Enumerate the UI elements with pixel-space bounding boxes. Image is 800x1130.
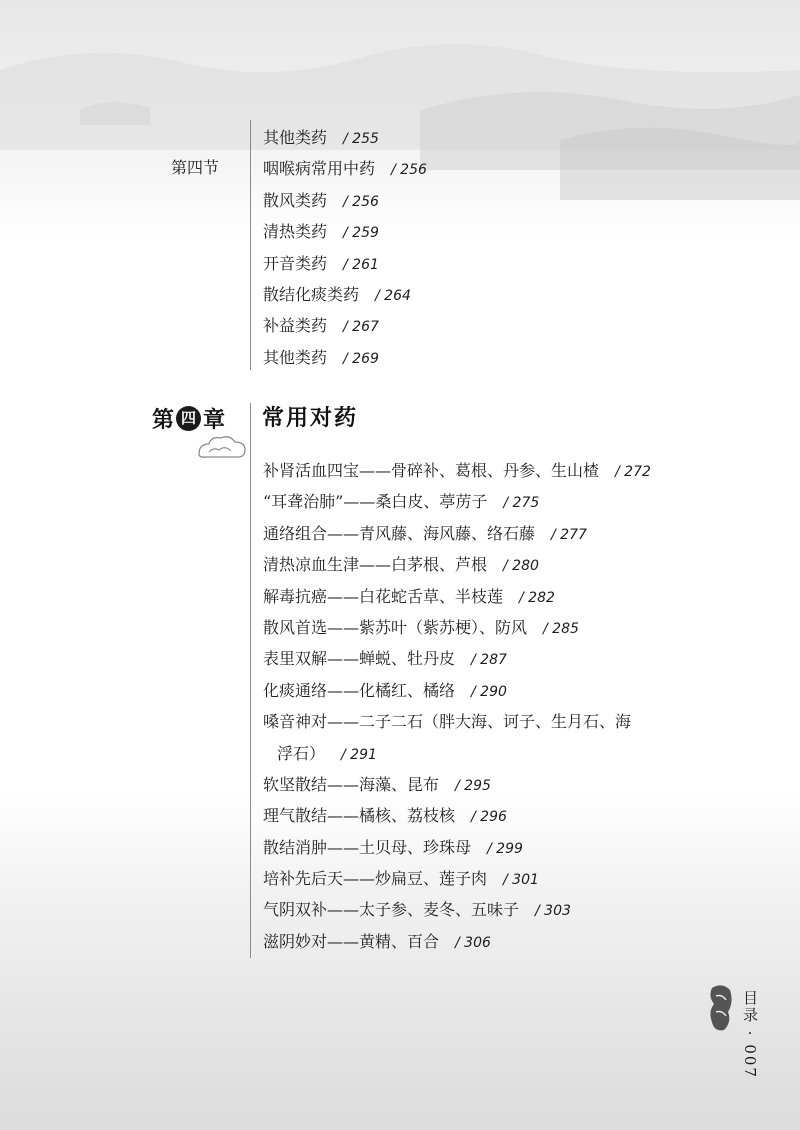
- toc-entry[interactable]: [263, 643, 651, 674]
- entry-page: / 290: [471, 683, 507, 700]
- entry-title: 补肾活血四宝——骨碎补、葛根、丹参、生山楂: [263, 461, 600, 480]
- toc-entry[interactable]: [263, 486, 651, 517]
- chapter-title: 常用对药: [262, 405, 359, 431]
- toc-entry[interactable]: [263, 122, 427, 153]
- chapter-prefix: 第: [152, 406, 175, 433]
- toc-entry[interactable]: [263, 706, 651, 737]
- footer-label: 目录: [741, 990, 759, 1024]
- toc-entry[interactable]: [263, 769, 651, 800]
- entry-page: / 282: [519, 589, 555, 606]
- chapter-number-badge: 四: [176, 406, 201, 431]
- entry-title: 嗓音神对——二子二石（胖大海、诃子、生月石、海: [263, 712, 632, 732]
- toc-entry[interactable]: [263, 800, 651, 831]
- entry-page: / 301: [503, 872, 539, 889]
- entry-page: / 291: [341, 746, 377, 763]
- section-label: 第四节: [171, 158, 220, 177]
- entry-title: 理气散结——橘核、荔枝核: [263, 806, 456, 826]
- toc-entry[interactable]: [263, 185, 427, 216]
- entry-title: 补益类药: [263, 316, 328, 336]
- entry-title: 其他类药: [263, 347, 328, 367]
- entry-page: / 256: [391, 162, 427, 179]
- toc-entry[interactable]: [263, 518, 651, 549]
- entry-title: 散风首选——紫苏叶（紫苏梗）、防风: [263, 617, 528, 637]
- entry-page: / 295: [455, 777, 491, 794]
- entry-title: 散风类药: [263, 190, 328, 210]
- toc-entry[interactable]: [263, 894, 651, 925]
- entry-page: / 280: [503, 558, 539, 575]
- section-entries: [263, 122, 427, 373]
- toc-entry[interactable]: [263, 926, 651, 957]
- entry-title: 培补先后天——炒扁豆、莲子肉: [263, 869, 488, 889]
- entry-page: / 296: [471, 809, 507, 826]
- toc-entry[interactable]: [263, 248, 427, 279]
- entry-page: / 285: [543, 620, 579, 637]
- entry-page: / 275: [503, 495, 540, 512]
- toc-entry[interactable]: [263, 310, 427, 341]
- entry-page: / 259: [343, 225, 379, 242]
- entry-title: 气阴双补——太子参、麦冬、五味子: [263, 900, 520, 920]
- entry-title: 解毒抗癌——白花蛇舌草、半枝莲: [263, 586, 504, 606]
- entry-title: 散结化痰类药: [263, 284, 360, 304]
- entry-page: / 287: [471, 652, 507, 669]
- toc-entry-continuation[interactable]: [263, 738, 651, 769]
- entry-title: 表里双解——蝉蜕、牡丹皮: [263, 649, 456, 669]
- chapter-entries: [263, 455, 651, 957]
- toc-entry[interactable]: [263, 832, 651, 863]
- toc-entry[interactable]: [263, 549, 651, 580]
- toc-entry[interactable]: [263, 153, 427, 184]
- entry-title: 咽喉病常用中药: [263, 159, 376, 179]
- entry-title: 通络组合——青风藤、海风藤、络石藤: [263, 523, 536, 543]
- entry-page: / 303: [535, 903, 571, 920]
- entry-page: / 272: [615, 464, 651, 480]
- toc-entry[interactable]: [263, 279, 427, 310]
- entry-page: / 264: [375, 287, 411, 304]
- entry-title: 浮石）: [277, 743, 326, 763]
- entry-title: 软坚散结——海藻、昆布: [263, 774, 440, 794]
- toc-entry[interactable]: [263, 455, 651, 486]
- entry-title: 化痰通络——化橘红、橘络: [263, 680, 456, 700]
- chapter-label: [152, 401, 225, 435]
- divider-line: [250, 120, 251, 370]
- page-footer: [740, 990, 761, 1079]
- entry-title: “耳聋治肺”——桑白皮、葶苈子: [263, 492, 488, 512]
- entry-page: / 306: [455, 934, 491, 951]
- toc-entry[interactable]: [263, 863, 651, 894]
- entry-title: 散结消肿——土贝母、珍珠母: [263, 837, 472, 857]
- entry-title: 滋阴妙对——黄精、百合: [263, 931, 440, 951]
- entry-title: 开音类药: [263, 253, 328, 273]
- toc-entry[interactable]: [263, 216, 427, 247]
- entry-page: / 269: [343, 350, 379, 367]
- divider-line: [250, 403, 251, 958]
- toc-entry[interactable]: [263, 581, 651, 612]
- toc-entry[interactable]: [263, 342, 427, 373]
- entry-title: 清热凉血生津——白茅根、芦根: [263, 555, 488, 575]
- entry-title: 清热类药: [263, 222, 328, 242]
- chapter-suffix: 章: [203, 406, 226, 433]
- entry-page: / 277: [551, 526, 587, 543]
- entry-title: 其他类药: [263, 128, 328, 147]
- toc-entry[interactable]: [263, 612, 651, 643]
- brush-seal-icon: [706, 982, 736, 1034]
- entry-page: / 261: [343, 256, 379, 273]
- entry-page: / 255: [343, 131, 379, 147]
- entry-page: / 267: [343, 319, 379, 336]
- page-number: · 007: [741, 1030, 759, 1079]
- toc-entry[interactable]: [263, 675, 651, 706]
- entry-page: / 256: [343, 193, 379, 210]
- cloud-ornament-icon: [195, 432, 251, 462]
- entry-page: / 299: [487, 840, 523, 857]
